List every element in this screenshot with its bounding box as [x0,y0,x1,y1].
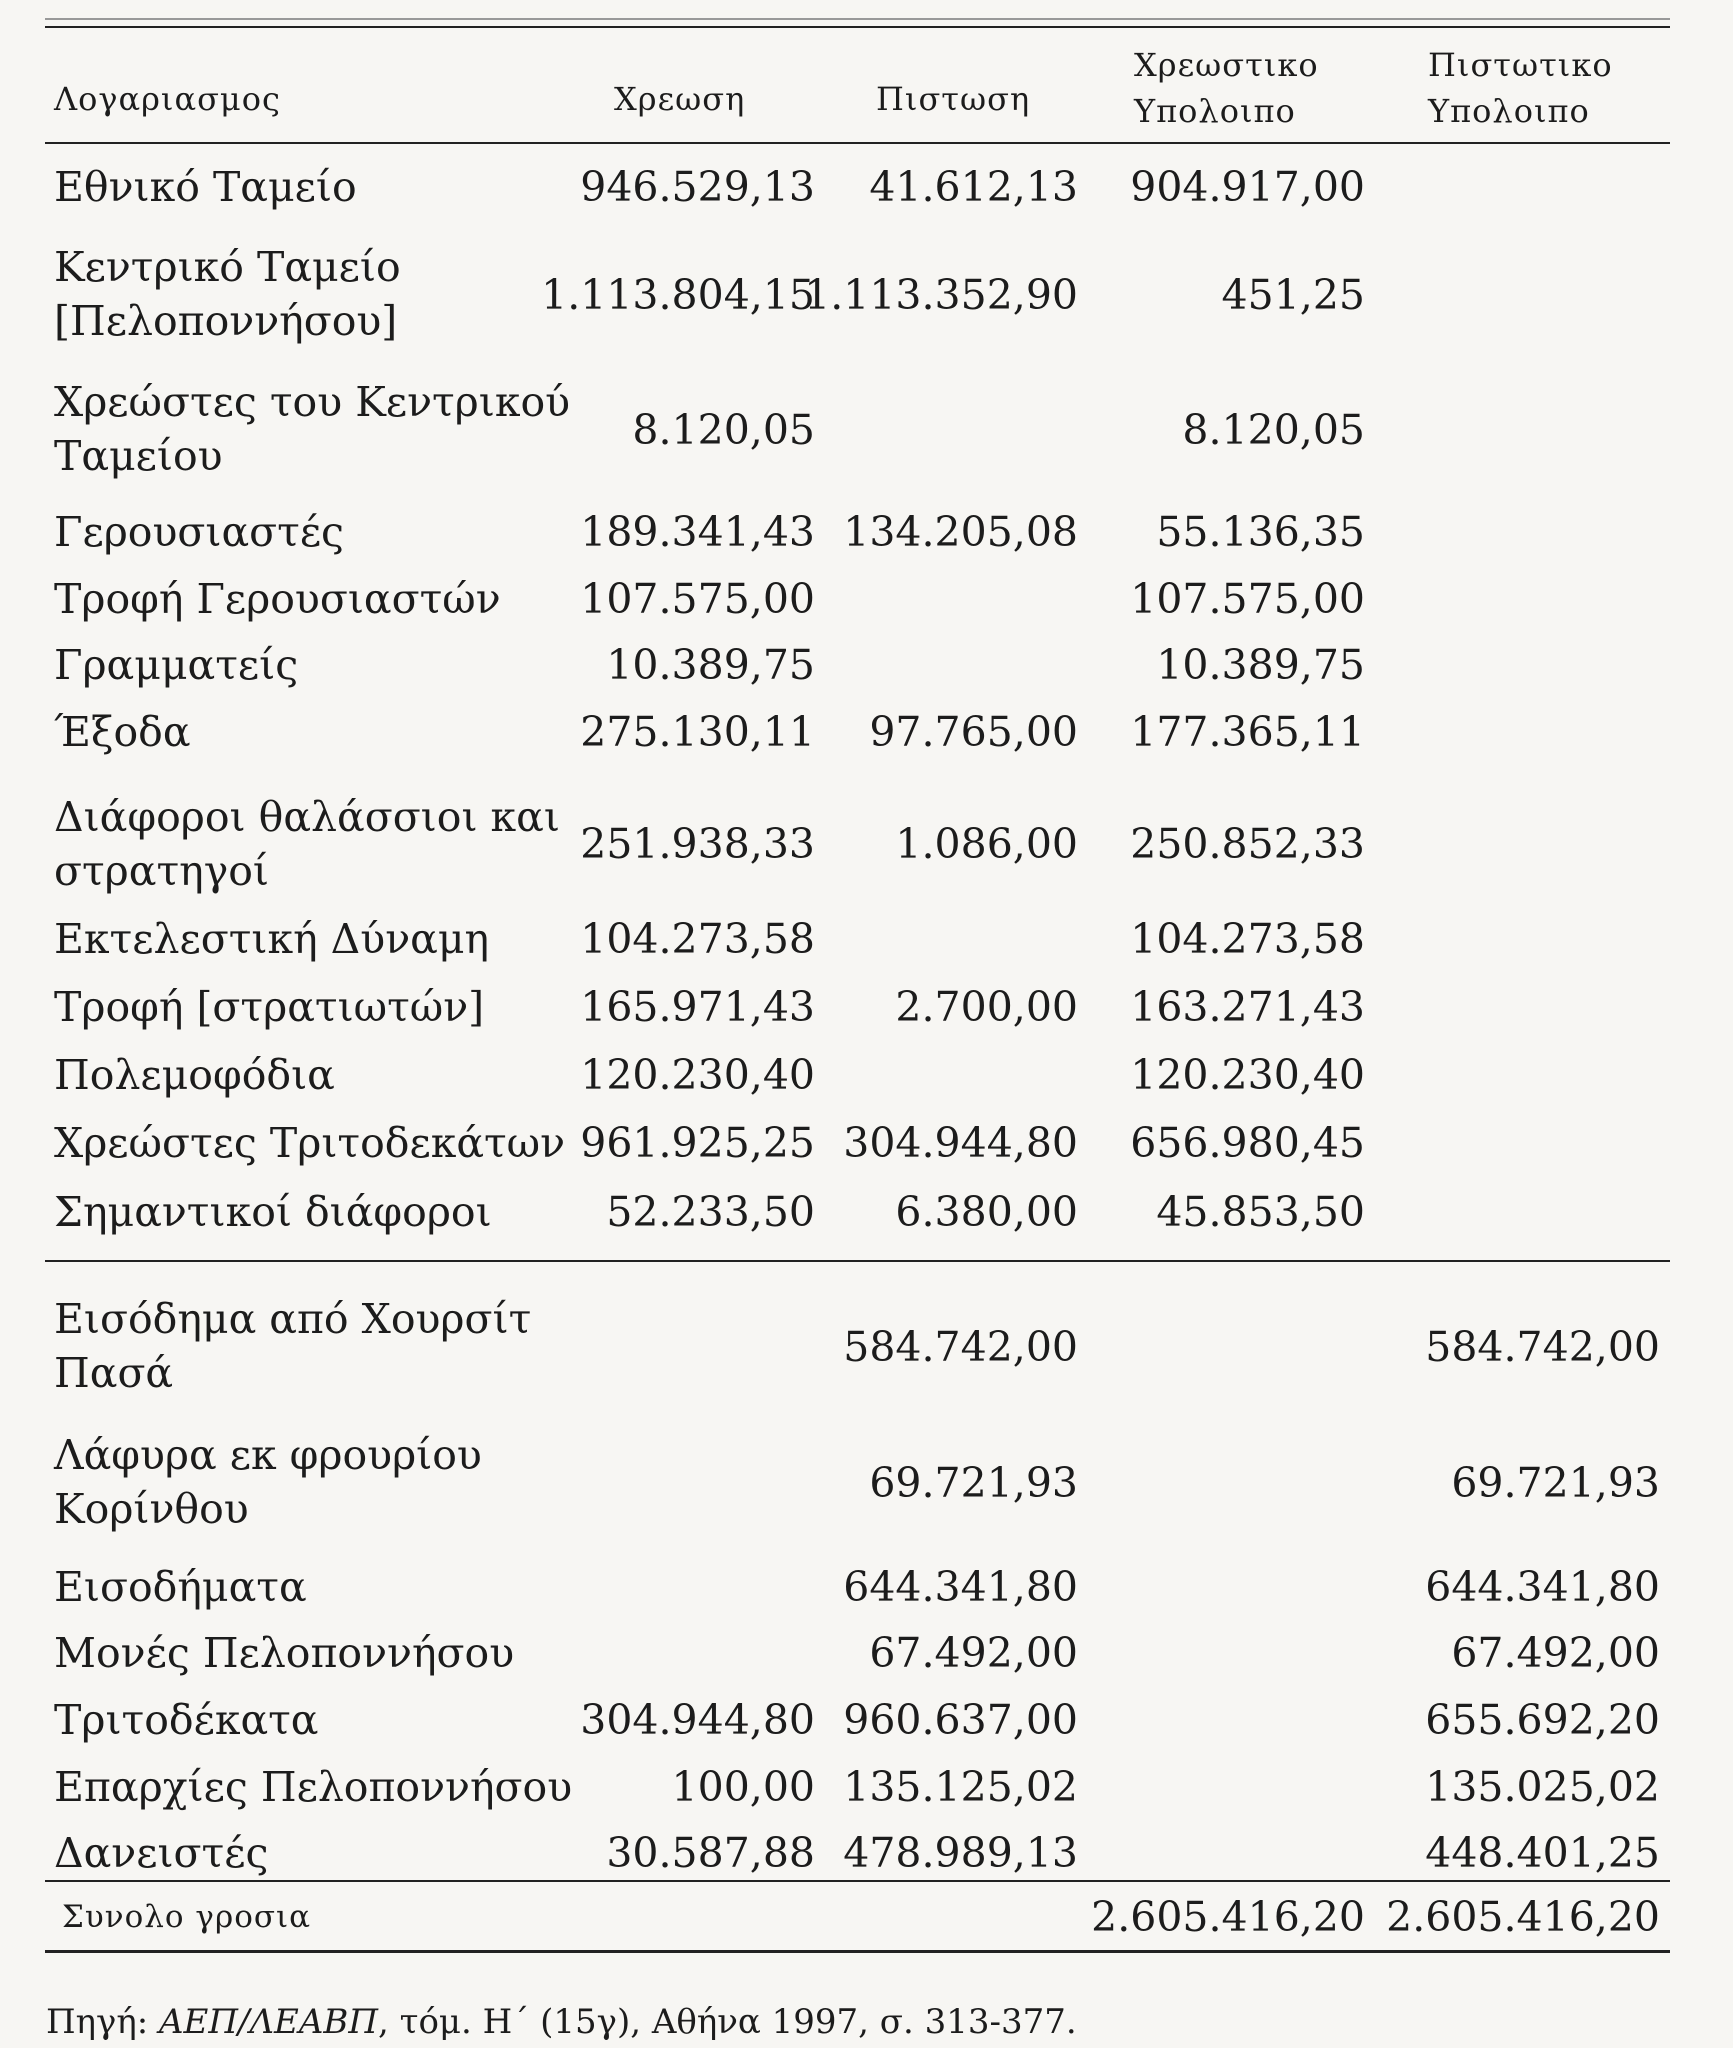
debit-balance-value: 177.365,11 [1130,708,1365,756]
table-row [0,705,1733,769]
debit-balance-value: 163.271,43 [1130,983,1365,1031]
credit-balance-value: 135.025,02 [1425,1763,1660,1811]
credit-value: 135.125,02 [843,1763,1078,1811]
table-row [0,1826,1733,1888]
header-rule [45,142,1670,144]
table-row [0,1626,1733,1690]
debit-value: 120.230,40 [580,1051,815,1099]
credit-value: 478.989,13 [843,1829,1078,1877]
table-row [0,1760,1733,1824]
debit-balance-value: 104.273,58 [1130,915,1365,963]
table-row [0,1116,1733,1180]
credit-value: 960.637,00 [843,1696,1078,1744]
table-row [0,572,1733,634]
top-rule-thin [45,18,1670,20]
total-debit-balance: 2.605.416,20 [1091,1893,1365,1941]
credit-value: 97.765,00 [869,708,1078,756]
debit-balance-value: 250.852,33 [1130,820,1365,868]
debit-value: 104.273,58 [580,915,815,963]
credit-value: 2.700,00 [895,983,1078,1031]
top-rule [45,26,1670,28]
total-rule [45,1880,1670,1882]
debit-value: 1.113.804,15 [541,271,815,319]
table-row [0,375,1733,485]
account-name: Κεντρικό Ταμείο [Πελοποννήσου] [54,243,401,345]
debit-value: 189.341,43 [580,508,815,556]
table-row [0,912,1733,974]
debit-value: 8.120,05 [632,406,815,454]
bottom-rule [45,1950,1670,1953]
debit-balance-value: 45.853,50 [1156,1188,1365,1236]
account-name: Δανειστές [54,1829,269,1877]
debit-balance-value: 107.575,00 [1130,575,1365,623]
table-row [0,160,1733,228]
table-row [0,980,1733,1044]
credit-value: 41.612,13 [869,163,1078,211]
credit-value: 6.380,00 [895,1188,1078,1236]
table-row [0,638,1733,702]
table-row [0,1693,1733,1757]
account-name: Λάφυρα εκ φρουρίου Κορίνθου [54,1431,482,1533]
source-note [46,2000,1077,2044]
total-label: Συνολο γροσια [62,1899,312,1935]
debit-value: 10.389,75 [606,641,815,689]
account-name: Γραμματείς [54,641,299,689]
source-rest: , τόμ. Η΄ (15γ), Αθήνα 1997, σ. 313-377. [378,2002,1077,2042]
header-debit: Χρεωση [614,80,746,118]
credit-balance-value: 69.721,93 [1451,1459,1660,1507]
debit-balance-value: 10.389,75 [1156,641,1365,689]
debit-balance-value: 8.120,05 [1182,406,1365,454]
debit-balance-value: 120.230,40 [1130,1051,1365,1099]
credit-balance-value: 655.692,20 [1425,1696,1660,1744]
credit-value: 1.086,00 [895,820,1078,868]
header-credit-balance: Πιστωτικο Υπολοιπο [1428,46,1613,130]
debit-value: 30.587,88 [606,1829,815,1877]
debit-value: 165.971,43 [580,983,815,1031]
debit-balance-value: 55.136,35 [1156,508,1365,556]
section-divider [45,1260,1670,1262]
credit-value: 69.721,93 [869,1459,1078,1507]
account-name: Πολεμοφόδια [54,1051,335,1099]
debit-value: 946.529,13 [580,163,815,211]
credit-balance-value: 644.341,80 [1425,1563,1660,1611]
account-name: Μονές Πελοποννήσου [54,1629,515,1677]
table-row [0,790,1733,898]
table-row [0,1560,1733,1622]
table-row [0,1428,1733,1538]
debit-value: 251.938,33 [580,820,815,868]
debit-value: 107.575,00 [580,575,815,623]
debit-value: 52.233,50 [606,1188,815,1236]
account-name: Επαρχίες Πελοποννήσου [54,1763,573,1811]
credit-balance-value: 584.742,00 [1425,1323,1660,1371]
debit-value: 100,00 [671,1763,815,1811]
source-prefix: Πηγή: [46,2002,159,2042]
credit-value: 67.492,00 [869,1629,1078,1677]
credit-value: 1.113.352,90 [804,271,1078,319]
account-name: Έξοδα [54,708,191,756]
header-debit-balance: Χρεωστικο Υπολοιπο [1134,46,1319,130]
header-credit: Πιστωση [876,80,1031,118]
debit-balance-value: 656.980,45 [1130,1119,1365,1167]
table-row [0,240,1733,350]
account-name: Χρεώστες του Κεντρικού Ταμείου [54,378,571,480]
account-name: Εκτελεστική Δύναμη [54,915,490,963]
credit-value: 304.944,80 [843,1119,1078,1167]
table-row [0,1185,1733,1249]
account-name: Σημαντικοί διάφοροι [54,1188,492,1236]
account-name: Εισόδημα από Χουρσίτ Πασά [54,1295,532,1397]
account-name: Τροφή Γερουσιαστών [54,575,501,623]
header-account: Λογαριασμος [54,80,281,118]
debit-value: 304.944,80 [580,1696,815,1744]
account-name: Τροφή [στρατιωτών] [54,983,485,1031]
credit-value: 584.742,00 [843,1323,1078,1371]
account-name: Εισοδήματα [54,1563,307,1611]
account-name: Γερουσιαστές [54,508,345,556]
account-name: Χρεώστες Τριτοδεκάτων [54,1119,566,1167]
table-row [0,505,1733,569]
credit-balance-value: 448.401,25 [1425,1829,1660,1877]
account-name: Διάφοροι θαλάσσιοι και στρατηγοί [54,793,560,895]
account-name: Εθνικό Ταμείο [54,163,357,211]
credit-value: 134.205,08 [843,508,1078,556]
debit-balance-value: 904.917,00 [1130,163,1365,211]
debit-balance-value: 451,25 [1221,271,1365,319]
table-row [0,1048,1733,1110]
total-credit-balance: 2.605.416,20 [1386,1893,1660,1941]
debit-value: 275.130,11 [580,708,815,756]
credit-balance-value: 67.492,00 [1451,1629,1660,1677]
source-title: ΑΕΠ/ΛΕΑΒΠ [158,2002,379,2042]
table-row [0,1292,1733,1402]
debit-value: 961.925,25 [580,1119,815,1167]
credit-value: 644.341,80 [843,1563,1078,1611]
account-name: Τριτοδέκατα [54,1696,319,1744]
